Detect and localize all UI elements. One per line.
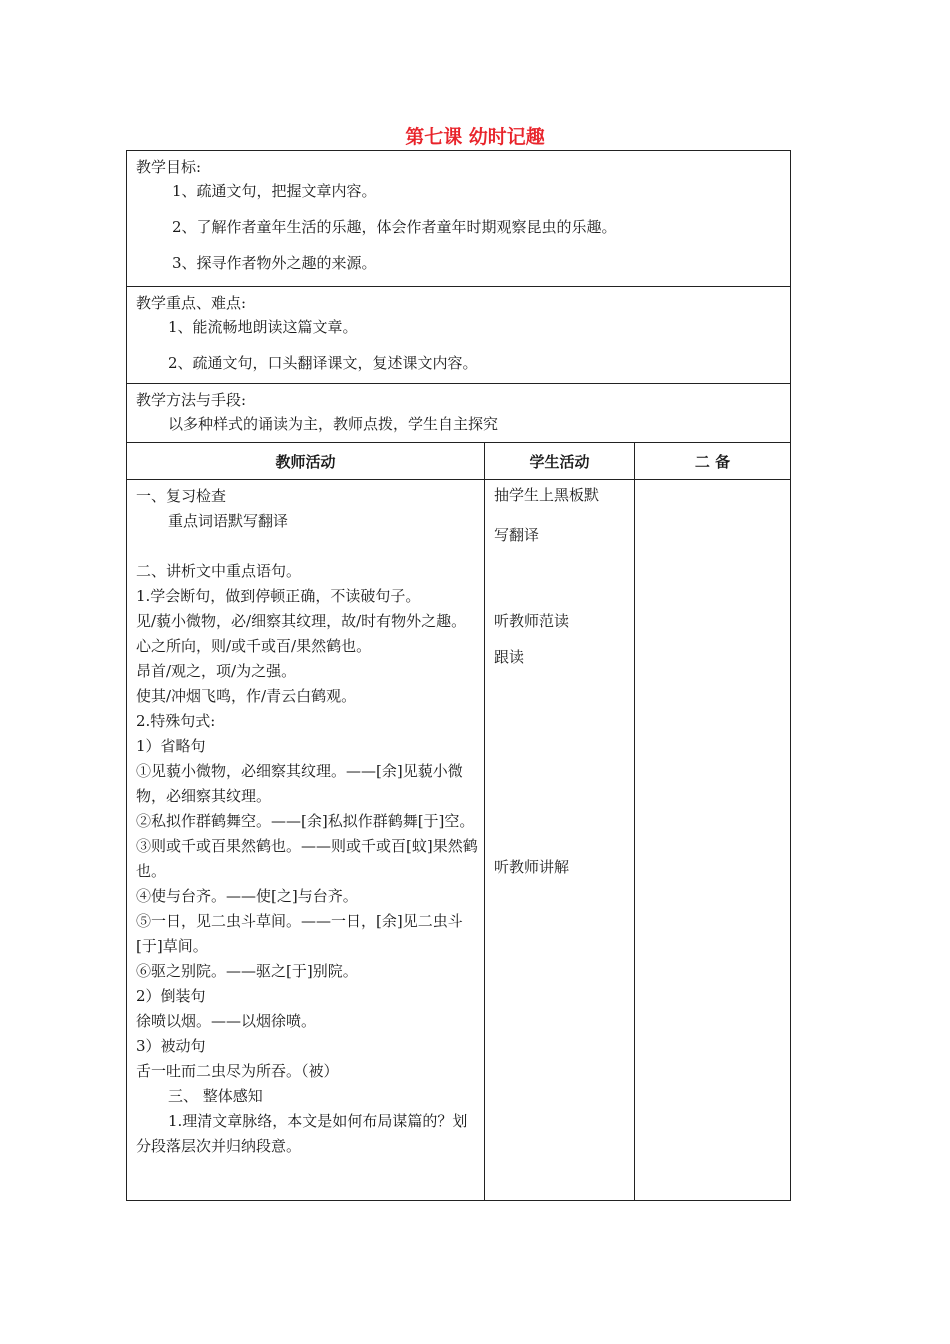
teacher-line: 昂首/观之，项/为之强。 (136, 662, 297, 680)
teacher-line: ①见藐小微物，必细察其纹理。——[余]见藐小微物，必细察其纹理。 (136, 762, 463, 805)
student-line: 听教师范读 (494, 612, 570, 630)
teacher-line: 一、复习检查 (136, 487, 227, 505)
teacher-line: 三、 整体感知 (168, 1087, 263, 1105)
teacher-line: 使其/冲烟飞鸣，作/青云白鹤观。 (136, 687, 357, 705)
teacher-activity-cell (127, 480, 485, 1201)
objectives-row (127, 151, 791, 287)
teacher-line: 1）省略句 (136, 737, 206, 755)
column-header-row (127, 443, 791, 480)
key-point-item: 1、能流畅地朗读这篇文章。 (168, 318, 358, 336)
student-column-header: 学生活动 (485, 443, 635, 480)
teacher-column-header: 教师活动 (127, 443, 485, 480)
teacher-line: 舌一吐而二虫尽为所吞。（被） (136, 1062, 339, 1080)
methods-cell (127, 384, 791, 443)
student-activity-cell (485, 480, 635, 1201)
teacher-line: 见/藐小微物，必/细察其纹理，故/时有物外之趣。 (136, 612, 467, 630)
student-line: 抽学生上黑板默 (494, 486, 600, 504)
objectives-cell (127, 151, 791, 287)
notes-cell (635, 480, 791, 1201)
teacher-line: 1.学会断句，做到停顿正确，不读破句子。 (136, 587, 421, 605)
key-points-cell (127, 287, 791, 384)
student-line: 写翻译 (494, 526, 540, 544)
methods-text: 以多种样式的诵读为主，教师点拨，学生自主探究 (168, 415, 499, 433)
lesson-plan-table (126, 150, 791, 1201)
teacher-line: 3）被动句 (136, 1037, 206, 1055)
teacher-line: ③则或千或百果然鹤也。——则或千或百[蚊]果然鹤也。 (136, 837, 478, 880)
teacher-line: ②私拟作群鹤舞空。——[余]私拟作群鹤舞[于]空。 (136, 812, 475, 830)
teacher-line: 心之所向，则/或千或百/果然鹤也。 (136, 637, 372, 655)
teacher-line: ④使与台齐。——使[之]与台齐。 (136, 887, 358, 905)
page-title: 第七课 幼时记趣 (405, 126, 545, 148)
notes-column-header: 二 备 (635, 443, 791, 480)
methods-heading: 教学方法与手段: (136, 391, 247, 409)
teacher-line: ⑤一日，见二虫斗草间。——一日，[余]见二虫斗[于]草间。 (136, 912, 463, 955)
key-points-heading: 教学重点、难点: (136, 294, 247, 312)
teacher-line: 二、讲析文中重点语句。 (136, 562, 302, 580)
objective-item: 1、疏通文句，把握文章内容。 (172, 182, 377, 200)
activities-row (127, 480, 791, 1201)
key-points-row (127, 287, 791, 384)
teacher-line: 2）倒装句 (136, 987, 206, 1005)
student-line: 跟读 (494, 648, 525, 666)
key-point-item: 2、疏通文句，口头翻译课文，复述课文内容。 (168, 354, 478, 372)
objective-item: 2、了解作者童年生活的乐趣，体会作者童年时期观察昆虫的乐趣。 (172, 218, 617, 236)
objectives-heading: 教学目标: (136, 158, 202, 176)
student-line: 听教师讲解 (494, 858, 570, 876)
teacher-line: 重点词语默写翻译 (168, 512, 289, 530)
teacher-line: 2.特殊句式: (136, 712, 216, 730)
methods-row (127, 384, 791, 443)
teacher-line: 徐喷以烟。——以烟徐喷。 (136, 1012, 317, 1030)
objective-item: 3、探寻作者物外之趣的来源。 (172, 254, 377, 272)
teacher-line: ⑥驱之别院。——驱之[于]别院。 (136, 962, 358, 980)
teacher-line: 1.理清文章脉络，本文是如何布局谋篇的？划分段落层次并归纳段意。 (136, 1112, 468, 1155)
